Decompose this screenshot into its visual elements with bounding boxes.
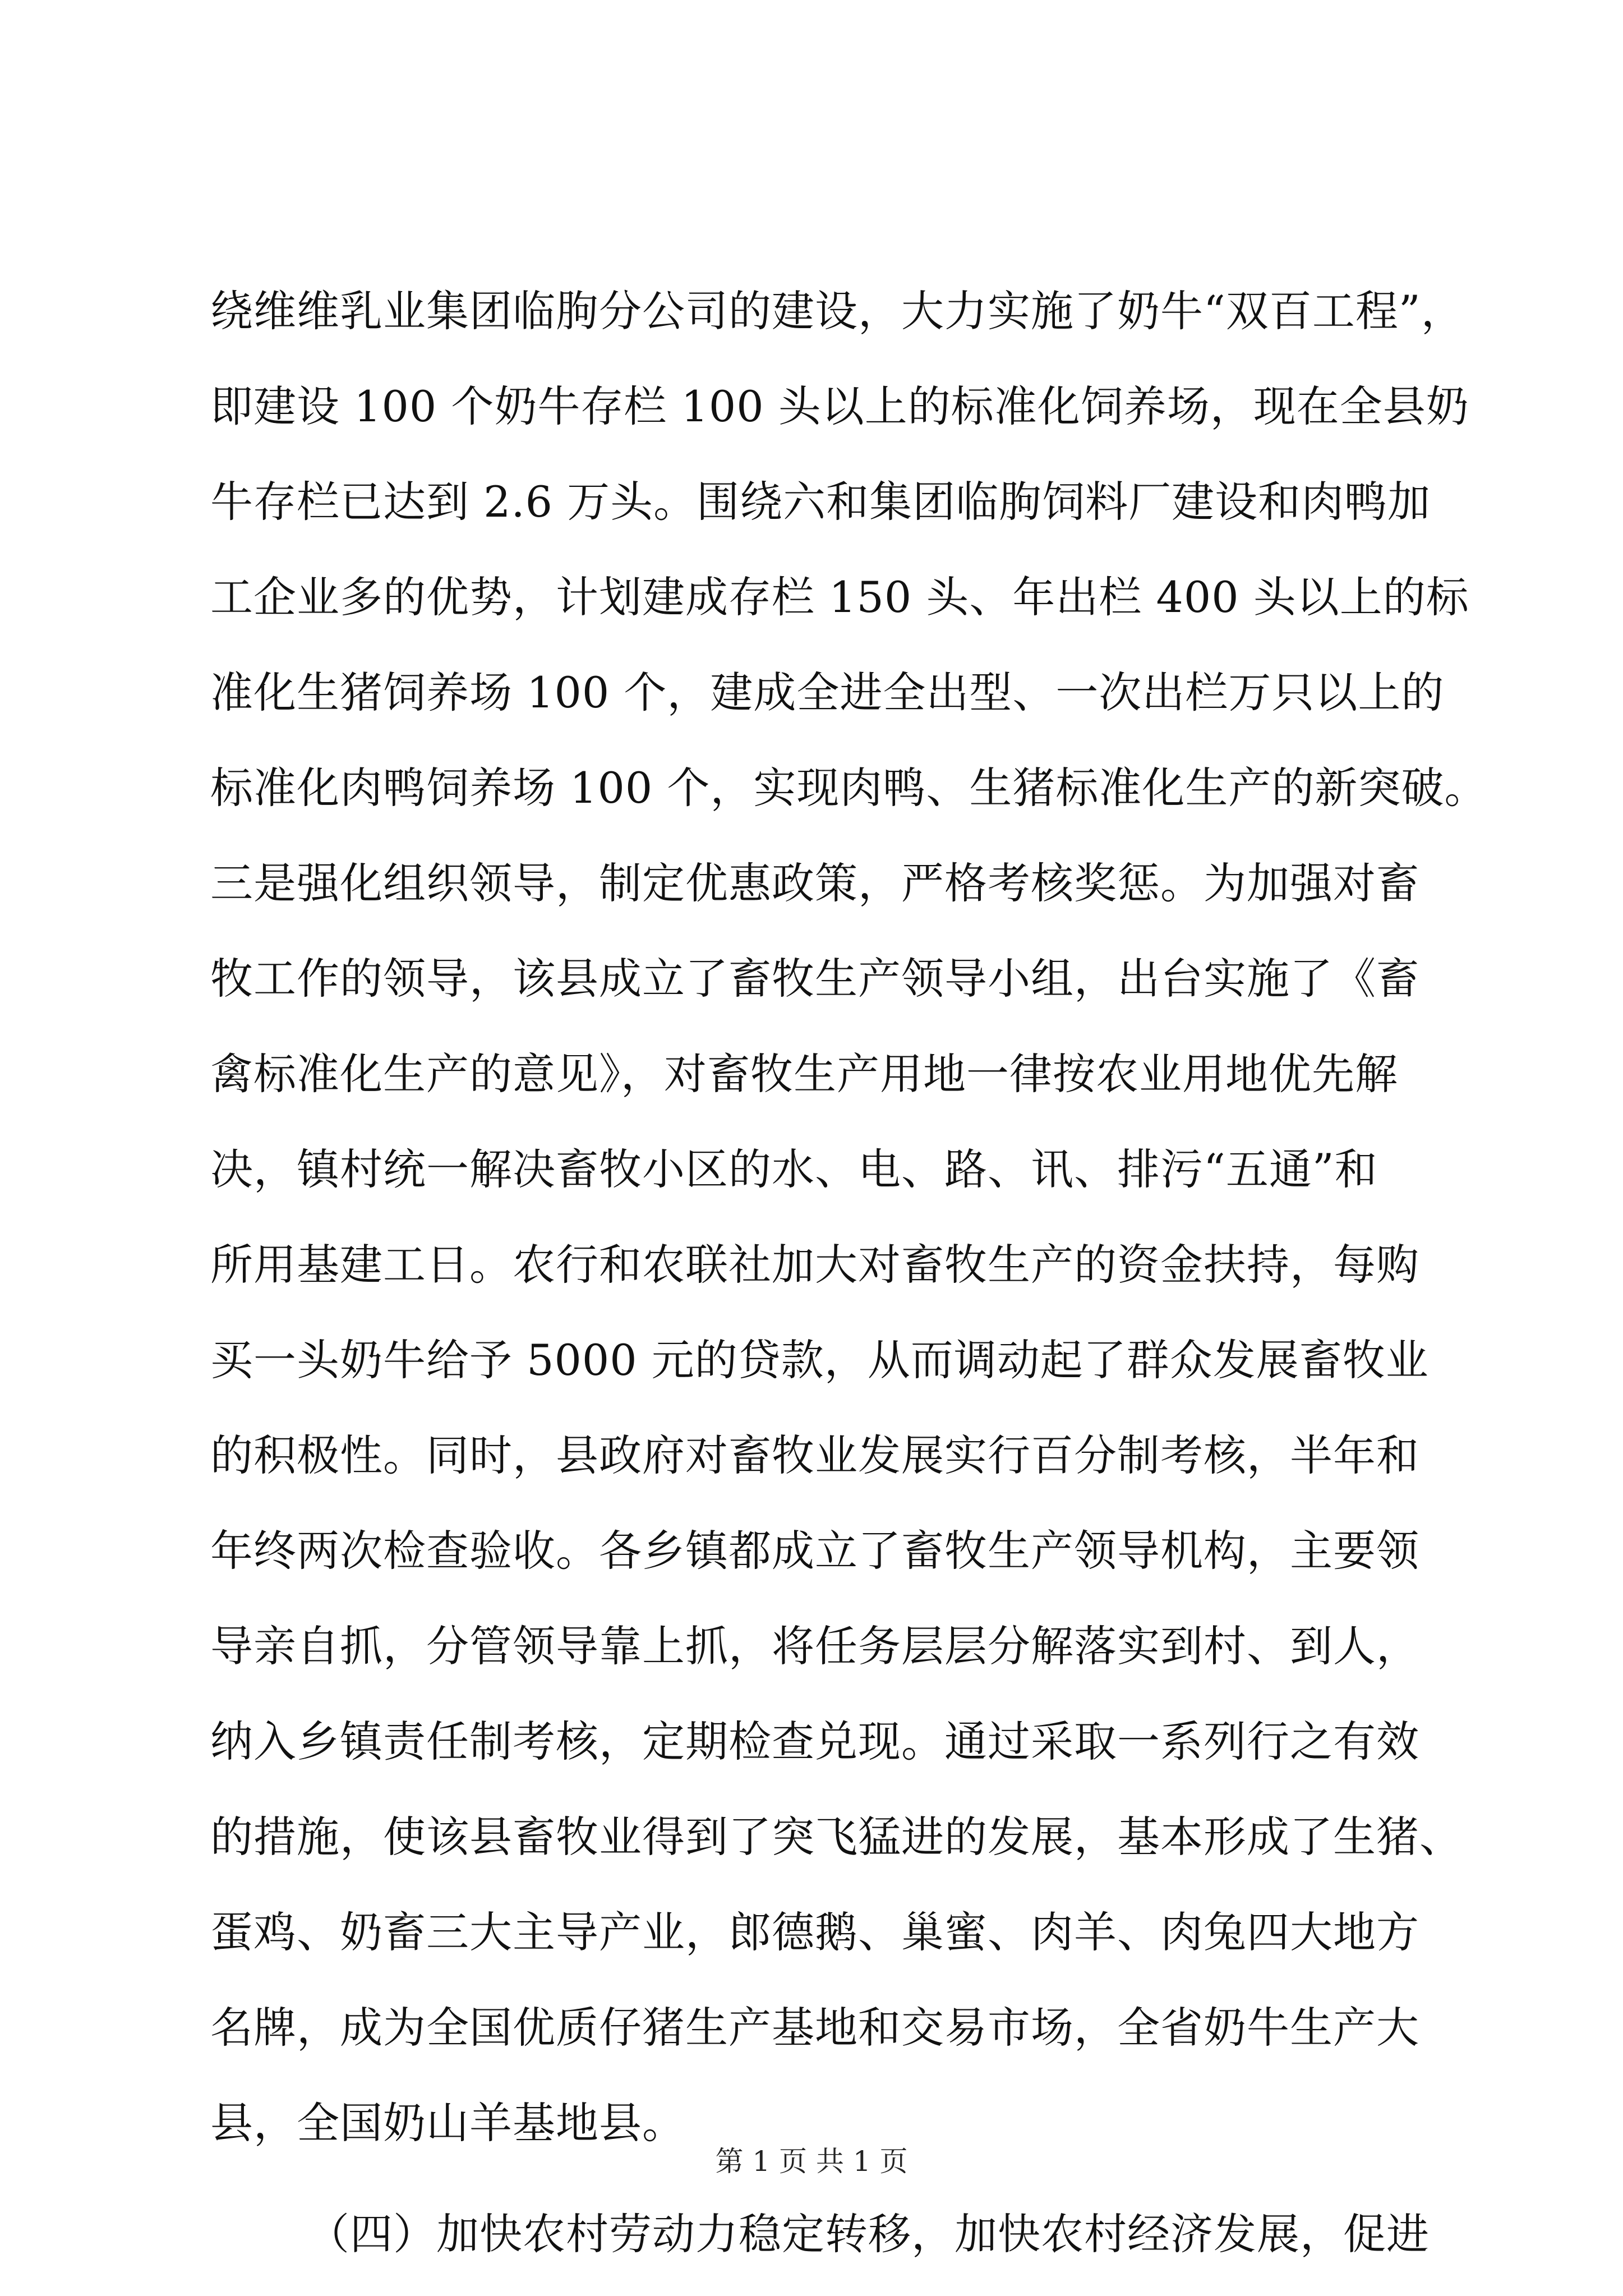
text-line: 牛存栏已达到 2.6 万头。围绕六和集团临朐饲料厂建设和肉鸭加 (210, 477, 1431, 527)
text-line: 买一头奶牛给予 5000 元的贷款，从而调动起了群众发展畜牧业 (210, 1335, 1429, 1385)
section-heading: （四）加快农村劳动力稳定转移，加快农村经济发展，促进 (307, 2209, 1430, 2259)
body-text (210, 264, 1488, 2282)
text-line: 决，镇村统一解决畜牧小区的水、电、路、讯、排污“五通”和 (210, 1144, 1378, 1194)
text-line: 准化生猪饲养场 100 个，建成全进全出型、一次出栏万只以上的 (210, 668, 1445, 717)
text-line: 蛋鸡、奶畜三大主导产业，郎德鹅、巢蜜、肉羊、肉兔四大地方 (210, 1907, 1419, 1957)
text-line: 牧工作的领导，该县成立了畜牧生产领导小组，出台实施了《畜 (210, 954, 1419, 1004)
text-line: 年终两次检查验收。各乡镇都成立了畜牧生产领导机构，主要领 (210, 1526, 1419, 1576)
text-line: 的积极性。同时，县政府对畜牧业发展实行百分制考核，半年和 (210, 1430, 1419, 1480)
text-line: 标准化肉鸭饲养场 100 个，实现肉鸭、生猪标准化生产的新突破。 (210, 763, 1488, 813)
text-line: 所用基建工日。农行和农联社加大对畜牧生产的资金扶持，每购 (210, 1240, 1419, 1290)
text-line: 的措施，使该县畜牧业得到了突飞猛进的发展，基本形成了生猪、 (210, 1812, 1463, 1862)
text-line: 县，全国奶山羊基地县。 (210, 2098, 685, 2148)
page-footer: 第 1 页 共 1 页 (715, 2145, 908, 2178)
text-line: 禽标准化生产的意见》，对畜牧生产用地一律按农业用地优先解 (210, 1049, 1398, 1099)
text-line: 绕维维乳业集团临朐分公司的建设，大力实施了奶牛“双百工程”， (210, 286, 1464, 336)
text-line: 纳入乡镇责任制考核，定期检查兑现。通过采取一系列行之有效 (210, 1717, 1419, 1766)
text-line: 工企业多的优势，计划建成存栏 150 头、年出栏 400 头以上的标 (210, 572, 1469, 622)
text-line: 三是强化组织领导，制定优惠政策，严格考核奖惩。为加强对畜 (210, 858, 1419, 908)
text-line: 导亲自抓，分管领导靠上抓，将任务层层分解落实到村、到人， (210, 1621, 1419, 1671)
text-line: 名牌，成为全国优质仔猪生产基地和交易市场，全省奶牛生产大 (210, 2003, 1419, 2053)
text-line: 即建设 100 个奶牛存栏 100 头以上的标准化饲养场，现在全县奶 (210, 381, 1469, 431)
